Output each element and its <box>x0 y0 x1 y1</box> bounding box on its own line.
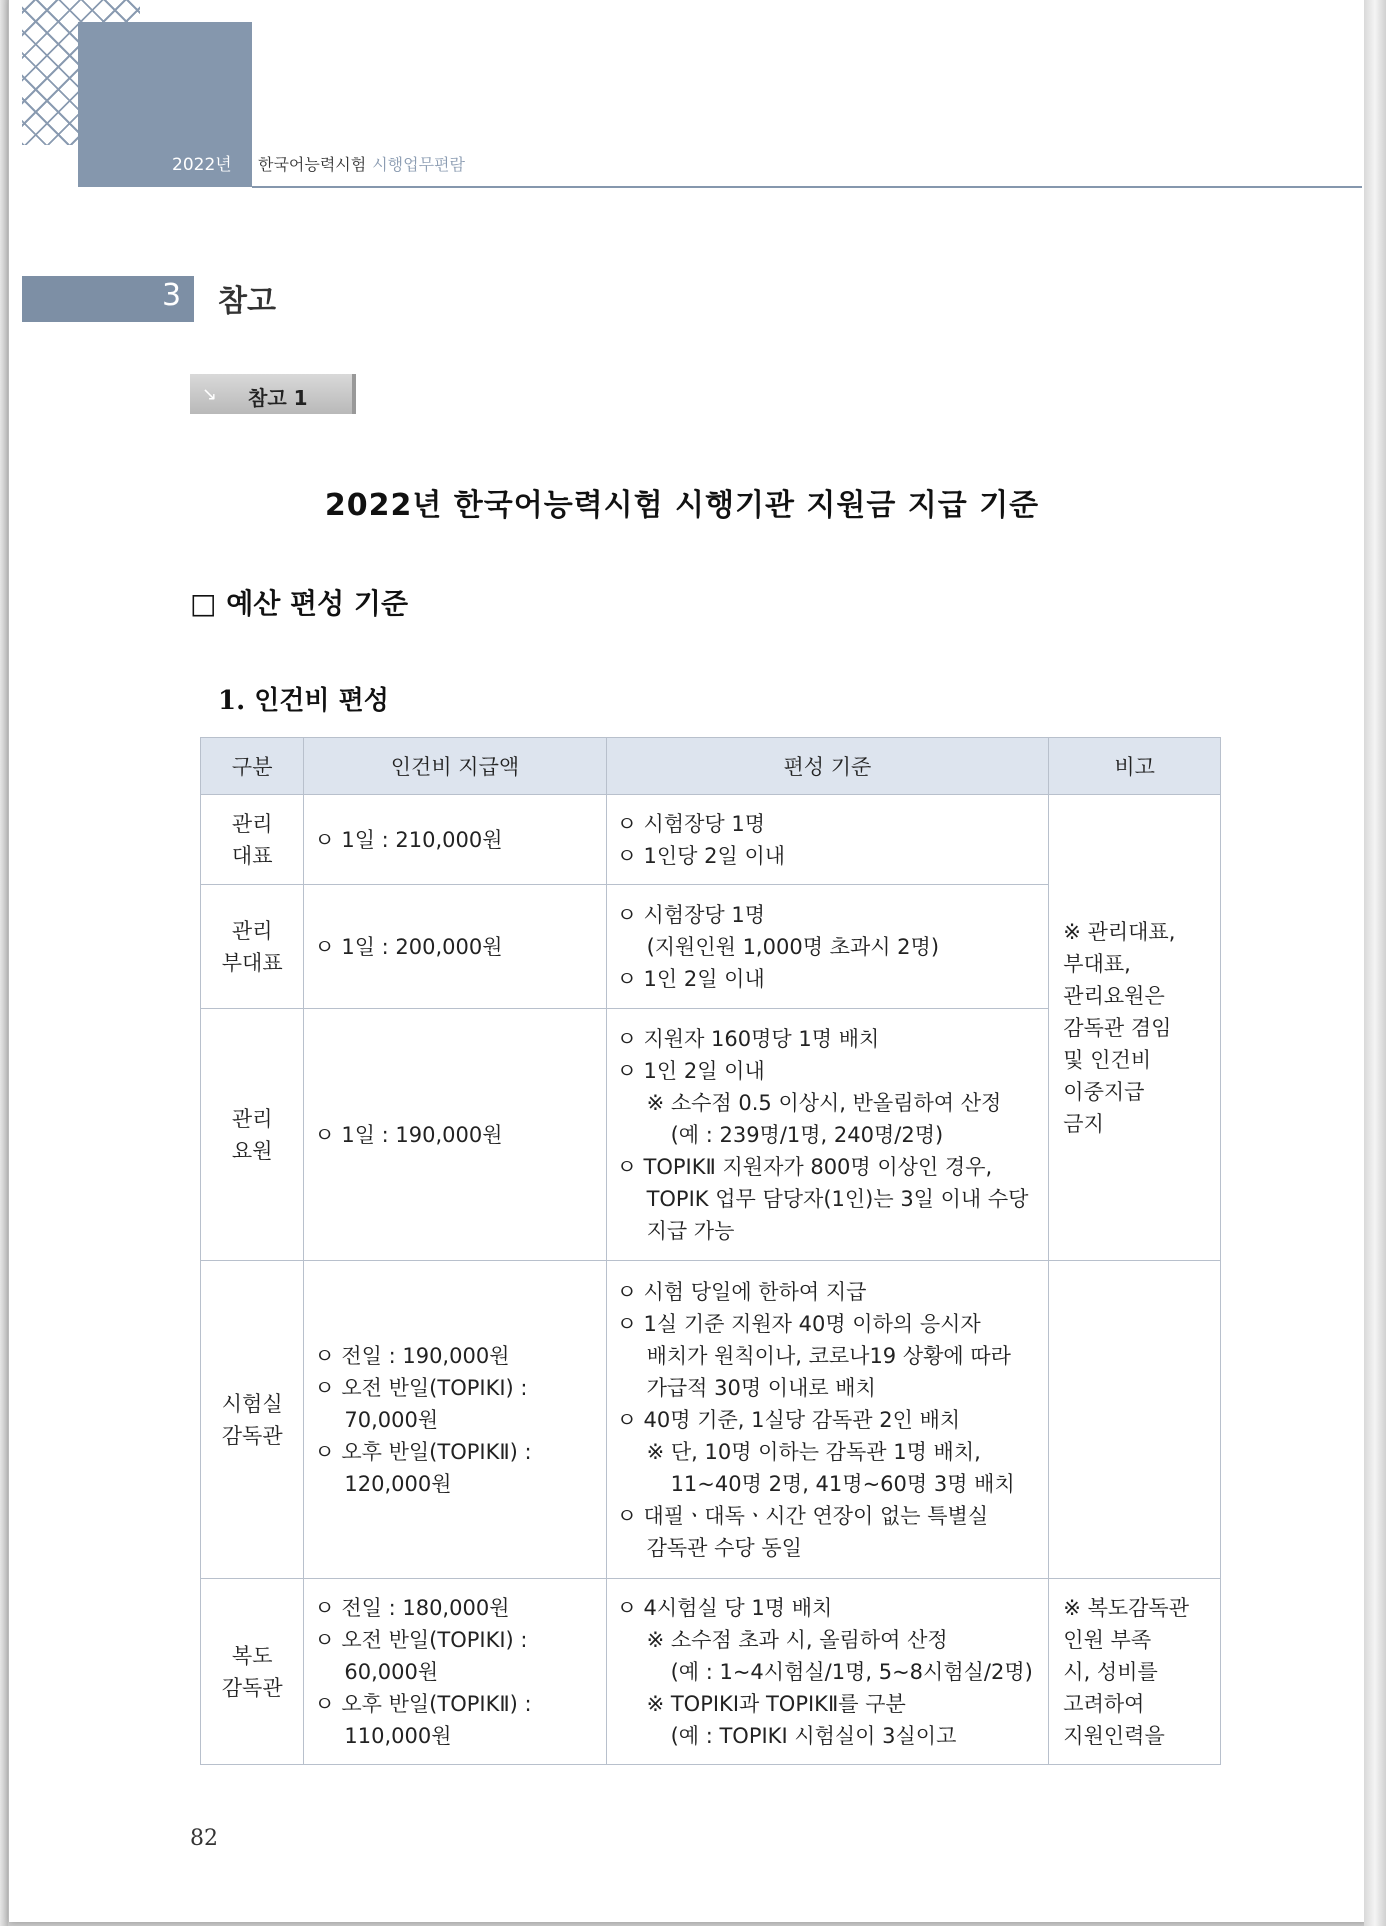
box-heading: □ 예산 편성 기준 <box>190 587 408 620</box>
header-rule <box>252 186 1362 188</box>
criteria-line: ㅇ 대필ㆍ대독ㆍ시간 연장이 없는 특별실 <box>616 1503 989 1528</box>
criteria-line: ㅇ 지원자 160명당 1명 배치 <box>616 1026 880 1051</box>
row-pay <box>304 795 606 885</box>
criteria-line: 배치가 원칙이나, 코로나19 상황에 따라 <box>646 1343 1011 1368</box>
header-year: 2022년 <box>172 155 232 175</box>
section-number: 3 <box>162 278 182 313</box>
header-title-main: 한국어능력시험 <box>258 155 367 174</box>
note-line: 시, 성비를 <box>1063 1659 1158 1684</box>
criteria-line: ㅇ 시험장당 1명 <box>616 811 765 836</box>
criteria-line: 지급 가능 <box>646 1218 735 1243</box>
table-row <box>201 1261 1221 1579</box>
note-line: 지원인력을 <box>1063 1723 1165 1748</box>
category-line: 요원 <box>231 1138 273 1163</box>
criteria-line: (예 : TOPIKⅠ 시험실이 3실이고 <box>670 1723 957 1748</box>
note-cell-empty <box>1049 1261 1221 1579</box>
row-criteria <box>606 1579 1049 1765</box>
criteria-line: ※ TOPIKⅠ과 TOPIKⅡ를 구분 <box>646 1691 906 1716</box>
category-line: 부대표 <box>221 950 283 975</box>
criteria-line: ※ 소수점 0.5 이상시, 반올림하여 산정 <box>646 1090 1002 1115</box>
arrow-icon: ↘ <box>202 384 218 405</box>
note-line: 감독관 겸임 <box>1063 1015 1172 1040</box>
category-line: 복도 <box>231 1643 273 1668</box>
row-category <box>201 885 304 1009</box>
note-cell <box>1049 795 1221 1261</box>
criteria-line: ㅇ TOPIKⅡ 지원자가 800명 이상인 경우, <box>616 1154 993 1179</box>
criteria-line: ㅇ 1인 2일 이내 <box>616 1058 765 1083</box>
row-category <box>201 1579 304 1765</box>
note-line: 이중지급 <box>1063 1079 1145 1104</box>
document-title: 2022년 한국어능력시험 시행기관 지원금 지급 기준 <box>324 488 1040 523</box>
criteria-line: (예 : 239명/1명, 240명/2명) <box>670 1122 944 1147</box>
criteria-line: ㅇ 1인당 2일 이내 <box>616 843 786 868</box>
category-line: 관리 <box>231 918 273 943</box>
pay-line: ㅇ 오전 반일(TOPIKⅠ) : <box>314 1375 528 1400</box>
row-criteria <box>606 1009 1049 1261</box>
row-criteria <box>606 795 1049 885</box>
category-line: 관리 <box>231 811 273 836</box>
note-line: 부대표, <box>1063 951 1131 976</box>
pay-line: 70,000원 <box>344 1407 439 1432</box>
pay-line: ㅇ 1일 : 190,000원 <box>314 1122 503 1147</box>
budget-table <box>200 737 1221 1765</box>
page-edge <box>1364 0 1386 1926</box>
section-title: 참고 <box>218 284 276 319</box>
criteria-line: ※ 소수점 초과 시, 올림하여 산정 <box>646 1627 948 1652</box>
category-line: 감독관 <box>221 1675 283 1700</box>
note-cell <box>1049 1579 1221 1765</box>
pay-line: ㅇ 전일 : 180,000원 <box>314 1595 510 1620</box>
note-line: 금지 <box>1063 1111 1104 1136</box>
row-category <box>201 795 304 885</box>
header-title <box>258 152 465 175</box>
criteria-line: ㅇ 4시험실 당 1명 배치 <box>616 1595 833 1620</box>
criteria-line: (예 : 1~4시험실/1명, 5~8시험실/2명) <box>670 1659 1033 1684</box>
pay-line: 110,000원 <box>344 1723 452 1748</box>
pay-line: ㅇ 오전 반일(TOPIKⅠ) : <box>314 1627 528 1652</box>
header-note: 비고 <box>1049 738 1221 795</box>
note-line: 관리요원은 <box>1063 983 1165 1008</box>
criteria-line: (지원인원 1,000명 초과시 2명) <box>646 934 940 959</box>
category-line: 시험실 <box>221 1391 283 1416</box>
note-line: 및 인건비 <box>1063 1047 1152 1072</box>
pay-line: ㅇ 1일 : 210,000원 <box>314 827 503 852</box>
criteria-line: ㅇ 1실 기준 지원자 40명 이하의 응시자 <box>616 1311 981 1336</box>
table-header-row <box>201 738 1221 795</box>
pay-line: 60,000원 <box>344 1659 439 1684</box>
page-number: 82 <box>190 1826 218 1851</box>
pay-line: ㅇ 1일 : 200,000원 <box>314 934 503 959</box>
note-line: ※ 관리대표, <box>1063 919 1176 944</box>
row-criteria <box>606 1261 1049 1579</box>
header-category: 구분 <box>201 738 304 795</box>
note-line: ※ 복도감독관 <box>1063 1595 1189 1620</box>
criteria-line: ㅇ 시험 당일에 한하여 지급 <box>616 1279 867 1304</box>
criteria-line: 11~40명 2명, 41명~60명 3명 배치 <box>670 1471 1015 1496</box>
header-subtitle: 시행업무편람 <box>372 155 465 174</box>
criteria-line: ㅇ 40명 기준, 1실당 감독관 2인 배치 <box>616 1407 961 1432</box>
book-spine <box>0 0 8 1926</box>
criteria-line: ㅇ 1인 2일 이내 <box>616 966 765 991</box>
sub-heading: 1. 인건비 편성 <box>218 686 389 716</box>
pay-line: 120,000원 <box>344 1471 452 1496</box>
header-pay: 인건비 지급액 <box>304 738 606 795</box>
reference-label: 참고 1 <box>248 386 308 410</box>
note-line: 인원 부족 <box>1063 1627 1152 1652</box>
reference-tag <box>190 374 356 414</box>
category-line: 감독관 <box>221 1423 283 1448</box>
note-line: 고려하여 <box>1063 1691 1145 1716</box>
criteria-line: 감독관 수당 동일 <box>646 1535 802 1560</box>
header-criteria: 편성 기준 <box>606 738 1049 795</box>
row-pay <box>304 1009 606 1261</box>
criteria-line: TOPIK 업무 담당자(1인)는 3일 이내 수당 <box>646 1186 1029 1211</box>
pay-line: ㅇ 전일 : 190,000원 <box>314 1343 510 1368</box>
row-pay <box>304 1579 606 1765</box>
table-row <box>201 1579 1221 1765</box>
row-pay <box>304 885 606 1009</box>
criteria-line: 가급적 30명 이내로 배치 <box>646 1375 876 1400</box>
pay-line: ㅇ 오후 반일(TOPIKⅡ) : <box>314 1691 532 1716</box>
table-row <box>201 795 1221 885</box>
row-category <box>201 1009 304 1261</box>
row-pay <box>304 1261 606 1579</box>
category-line: 대표 <box>231 843 273 868</box>
criteria-line: ㅇ 시험장당 1명 <box>616 902 765 927</box>
category-line: 관리 <box>231 1106 273 1131</box>
row-category <box>201 1261 304 1579</box>
pay-line: ㅇ 오후 반일(TOPIKⅡ) : <box>314 1439 532 1464</box>
criteria-line: ※ 단, 10명 이하는 감독관 1명 배치, <box>646 1439 981 1464</box>
row-criteria <box>606 885 1049 1009</box>
